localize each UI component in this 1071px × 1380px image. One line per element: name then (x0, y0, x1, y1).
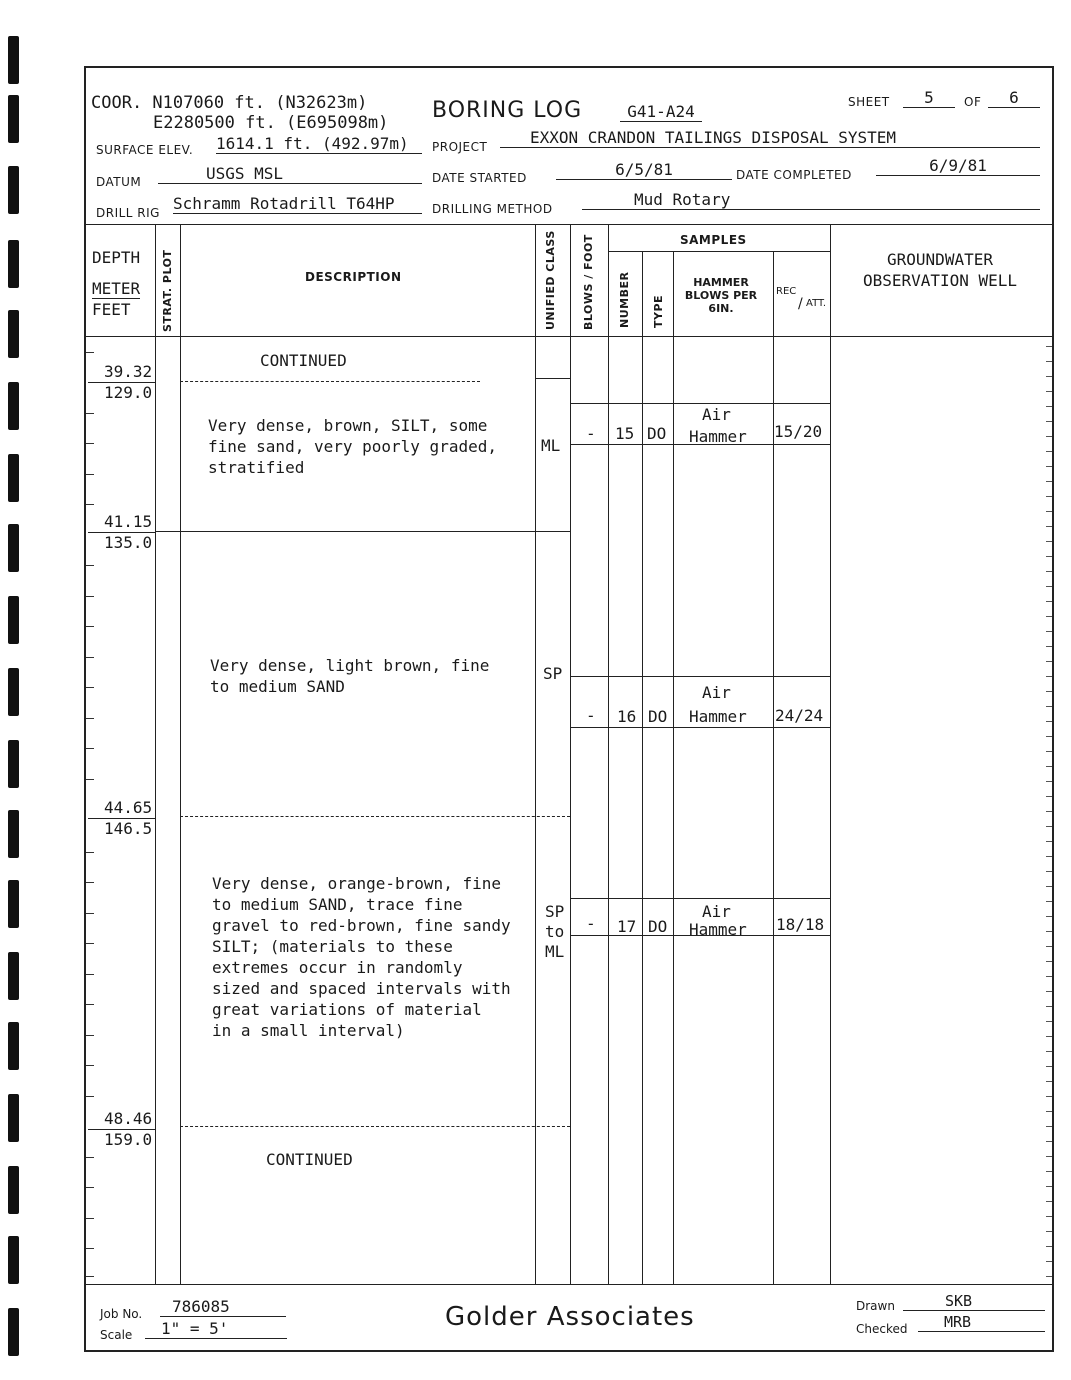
well-tick (1046, 1276, 1052, 1277)
binder-hole (8, 810, 19, 858)
drill-rig-label: DRILL RIG (96, 206, 160, 220)
col-rule-desc (180, 224, 181, 1284)
col-rule-rec (773, 251, 774, 1284)
sample-type: DO (648, 917, 668, 936)
sample-type: DO (648, 707, 668, 726)
sample-blows: - (586, 914, 596, 933)
sample-hammer-line2: Hammer (689, 427, 747, 446)
binder-hole (8, 1022, 19, 1070)
well-tick (1046, 1216, 1052, 1217)
sample-rule (570, 727, 830, 728)
well-tick (1046, 811, 1052, 812)
well-tick (1046, 1141, 1052, 1142)
binder-hole (8, 952, 19, 1000)
drill-rig: Schramm Rotadrill T64HP (173, 194, 422, 214)
table-top-rule (84, 224, 1054, 225)
depth-feet-2: 135.0 (104, 533, 153, 552)
depth-meter-3: 44.65 (104, 798, 153, 817)
well-tick (1046, 631, 1052, 632)
continued-top: CONTINUED (260, 351, 347, 370)
binder-hole (8, 310, 19, 358)
well-tick (1046, 946, 1052, 947)
well-tick (1046, 571, 1052, 572)
binder-hole (8, 740, 19, 788)
well-tick (1046, 1096, 1052, 1097)
layer-boundary-dashed (180, 816, 570, 817)
well-tick (1046, 691, 1052, 692)
well-tick (1046, 496, 1052, 497)
description-header: DESCRIPTION (305, 270, 402, 284)
depth-meter-2: 41.15 (104, 512, 153, 531)
groundwater-header: GROUNDWATER OBSERVATION WELL (862, 250, 1018, 290)
sample-hammer-line1: Air (702, 902, 731, 921)
depth-meter-1: 39.32 (104, 362, 153, 381)
header-bottom-rule (84, 336, 1054, 337)
checked-label: Checked (856, 1322, 908, 1336)
page-title: BORING LOG (432, 98, 583, 123)
well-tick (1046, 451, 1052, 452)
col-rule-well (830, 224, 831, 1284)
well-tick (1046, 1261, 1052, 1262)
well-tick (1046, 901, 1052, 902)
meter-header: METER (92, 279, 141, 298)
well-tick (1046, 721, 1052, 722)
type-header: TYPE (652, 294, 665, 328)
well-tick (1046, 961, 1052, 962)
rec-slash: / (798, 296, 803, 312)
sample-type: DO (647, 424, 667, 443)
sample-number: 16 (617, 707, 637, 726)
well-tick (1046, 916, 1052, 917)
well-tick (1046, 1201, 1052, 1202)
job-no-label: Job No. (100, 1307, 143, 1321)
coor-line-1: COOR. N107060 ft. (N32623m) (91, 93, 368, 113)
binder-hole (8, 524, 19, 572)
layer-boundary (155, 531, 570, 532)
well-tick (1046, 661, 1052, 662)
layer-boundary-dashed (180, 1126, 570, 1127)
well-tick (1046, 1081, 1052, 1082)
binder-hole (8, 454, 19, 502)
binder-hole (8, 95, 19, 143)
well-tick (1046, 1111, 1052, 1112)
depth-feet-3: 146.5 (104, 819, 153, 838)
binder-hole (8, 382, 19, 430)
well-tick (1046, 976, 1052, 977)
sample-rec-att: 18/18 (776, 915, 825, 934)
well-tick (1046, 466, 1052, 467)
well-tick (1046, 1126, 1052, 1127)
well-tick (1046, 766, 1052, 767)
binder-hole (8, 668, 19, 716)
rec-header: REC (776, 286, 797, 297)
well-tick (1046, 751, 1052, 752)
well-tick (1046, 826, 1052, 827)
well-tick (1046, 601, 1052, 602)
well-tick (1046, 1066, 1052, 1067)
sheet-total: 6 (988, 88, 1040, 108)
sample-rec-att: 24/24 (775, 706, 824, 725)
sheet-number: 5 (903, 88, 955, 108)
strat-plot-header: STRAT. PLOT (161, 249, 174, 332)
sample-hammer-line1: Air (702, 683, 731, 702)
depth-meter-4: 48.46 (104, 1109, 153, 1128)
well-tick (1046, 706, 1052, 707)
well-tick (1046, 406, 1052, 407)
well-tick (1046, 1171, 1052, 1172)
well-tick (1046, 1006, 1052, 1007)
coor-line-2: E2280500 ft. (E695098m) (153, 113, 389, 133)
sample-number: 15 (615, 424, 635, 443)
binder-hole (8, 36, 19, 84)
surface-elev-label: SURFACE ELEV. (96, 143, 194, 157)
binder-hole (8, 1166, 19, 1214)
col-rule-strat (155, 224, 156, 1284)
drawn-by: SKB (903, 1292, 1045, 1311)
blows-foot-header: BLOWS / FOOT (582, 234, 595, 330)
well-tick (1046, 646, 1052, 647)
binder-hole (8, 880, 19, 928)
unified-class-3: SP to ML (545, 902, 565, 961)
well-tick (1046, 526, 1052, 527)
sample-rule (570, 898, 830, 899)
well-tick (1046, 376, 1052, 377)
scale-label: Scale (100, 1328, 133, 1342)
sample-rec-att: 15/20 (774, 422, 823, 441)
binder-hole (8, 1094, 19, 1142)
scale: 1" = 5' (145, 1319, 287, 1339)
layer-description-3: Very dense, orange-brown, fine to medium SAND, trace fine gravel to red-brown, fine sandy SILT; (materials to these extremes occur in randomly sized and spaced intervals with great variations of material in a small interval) (212, 874, 511, 1040)
well-tick (1046, 361, 1052, 362)
binder-hole (8, 1236, 19, 1284)
well-tick (1046, 871, 1052, 872)
checked-by: MRB (918, 1313, 1045, 1332)
of-label: OF (964, 95, 982, 109)
datum: USGS MSL (158, 164, 422, 184)
well-tick (1046, 796, 1052, 797)
depth-header: DEPTH (92, 248, 141, 267)
well-tick (1046, 586, 1052, 587)
date-started: 6/5/81 (556, 160, 732, 180)
boring-id: G41-A24 (620, 102, 702, 122)
date-completed: 6/9/81 (876, 156, 1040, 176)
class-boundary (535, 378, 570, 379)
job-no: 786085 (160, 1297, 286, 1317)
sample-hammer-line1: Air (702, 405, 731, 424)
binder-hole (8, 166, 19, 214)
att-header: ATT. (806, 298, 827, 309)
company-name: Golder Associates (445, 1302, 695, 1332)
well-tick (1046, 616, 1052, 617)
date-started-label: DATE STARTED (432, 171, 527, 185)
project-label: PROJECT (432, 140, 488, 154)
well-tick (1046, 1246, 1052, 1247)
drilling-method-label: DRILLING METHOD (432, 202, 553, 216)
continued-bottom: CONTINUED (266, 1150, 353, 1169)
sample-rule (570, 676, 830, 677)
col-rule-hammer (673, 251, 674, 1284)
feet-header: FEET (92, 300, 131, 319)
sheet-label: SHEET (848, 95, 890, 109)
layer-description-1: Very dense, brown, SILT, some fine sand, very poorly graded, stratified (208, 416, 497, 477)
hammer-blows-header: HAMMER BLOWS PER 6IN. (684, 276, 758, 315)
well-tick (1046, 676, 1052, 677)
well-tick (1046, 886, 1052, 887)
sample-hammer-line2: Hammer (689, 920, 747, 939)
layer-boundary-dashed (180, 381, 480, 382)
number-header: NUMBER (618, 271, 631, 328)
binder-hole (8, 240, 19, 288)
binder-hole (8, 1308, 19, 1356)
well-tick (1046, 541, 1052, 542)
well-tick (1046, 1156, 1052, 1157)
unified-class-header: UNIFIED CLASS (544, 230, 557, 330)
well-tick (1046, 1021, 1052, 1022)
col-rule-number (608, 224, 609, 1284)
sample-rule (570, 403, 830, 404)
well-tick (1046, 1051, 1052, 1052)
well-tick (1046, 991, 1052, 992)
samples-header: SAMPLES (680, 233, 747, 247)
drawn-label: Drawn (856, 1299, 895, 1313)
col-rule-class (535, 224, 536, 1284)
well-tick (1046, 436, 1052, 437)
well-tick (1046, 736, 1052, 737)
project: EXXON CRANDON TAILINGS DISPOSAL SYSTEM (500, 128, 1040, 148)
datum-label: DATUM (96, 175, 142, 189)
well-tick (1046, 346, 1052, 347)
col-rule-blows (570, 224, 571, 1284)
binder-hole (8, 596, 19, 644)
sample-hammer-line2: Hammer (689, 707, 747, 726)
col-rule-type (642, 251, 643, 1284)
sample-blows: - (586, 706, 596, 725)
depth-feet-1: 129.0 (104, 383, 153, 402)
surface-elev: 1614.1 ft. (492.97m) (216, 134, 422, 154)
table-bottom-rule (84, 1284, 1054, 1285)
well-tick (1046, 1231, 1052, 1232)
well-tick (1046, 781, 1052, 782)
depth-feet-4: 159.0 (104, 1130, 153, 1149)
date-completed-label: DATE COMPLETED (736, 168, 852, 182)
well-tick (1046, 1186, 1052, 1187)
well-tick (1046, 391, 1052, 392)
sample-number: 17 (617, 917, 637, 936)
well-tick (1046, 556, 1052, 557)
well-tick (1046, 511, 1052, 512)
well-tick (1046, 931, 1052, 932)
well-tick (1046, 481, 1052, 482)
well-tick (1046, 856, 1052, 857)
unified-class-1: ML (541, 436, 561, 455)
well-tick (1046, 841, 1052, 842)
drilling-method: Mud Rotary (582, 190, 1040, 210)
sample-blows: - (586, 424, 596, 443)
unified-class-2: SP (543, 664, 563, 683)
layer-description-2: Very dense, light brown, fine to medium SAND (210, 656, 490, 696)
well-tick (1046, 421, 1052, 422)
well-tick (1046, 1036, 1052, 1037)
